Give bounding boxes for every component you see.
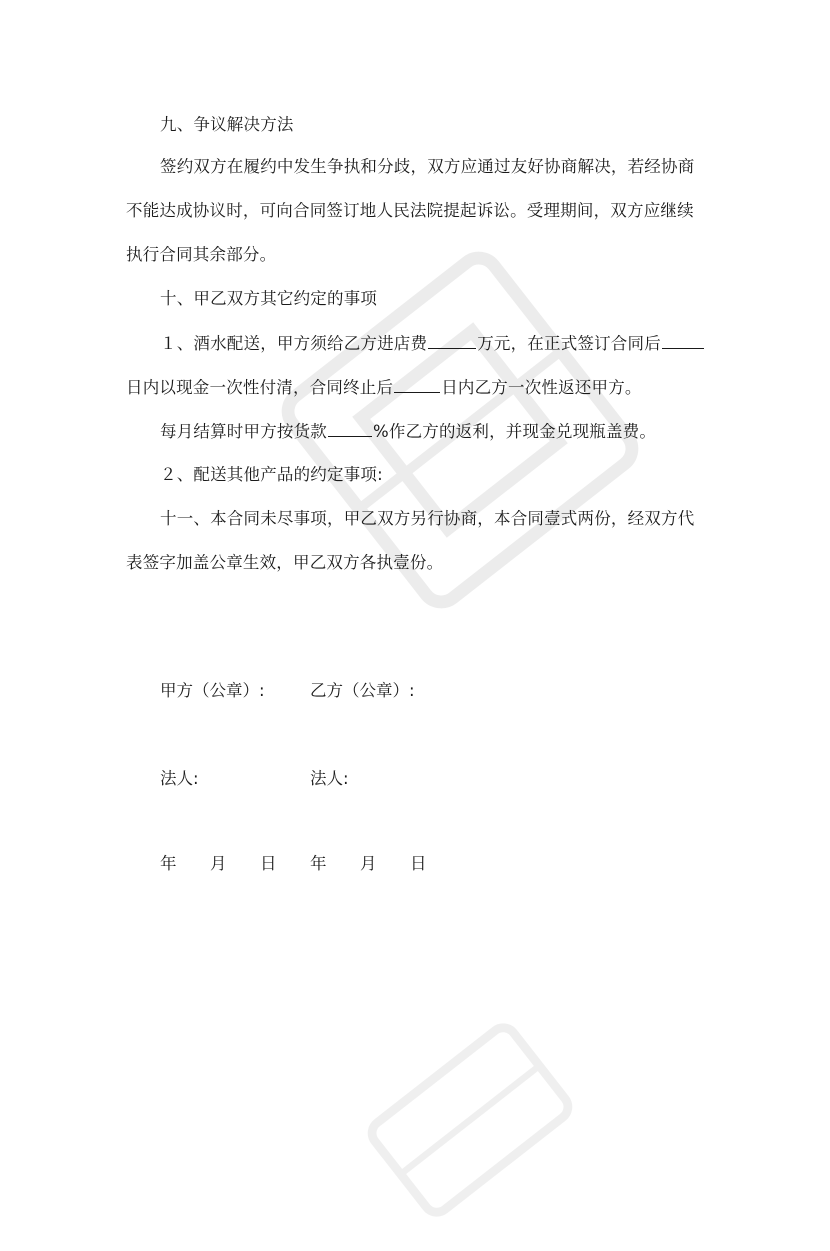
section-11-line-1: 十一、本合同未尽事项，甲乙双方另行协商，本合同壹式两份，经双方代 bbox=[160, 509, 695, 528]
item-1-text-a: １、酒水配送，甲方须给乙方进店费 bbox=[160, 334, 428, 353]
party-a-date-month: 月 bbox=[210, 854, 227, 873]
party-a-legal-label: 法人: bbox=[160, 769, 199, 788]
party-a-date-day: 日 bbox=[260, 854, 277, 873]
party-a-date-year: 年 bbox=[160, 854, 177, 873]
party-b-seal-label: 乙方（公章）: bbox=[310, 681, 415, 700]
section-9-paragraph-line-1: 签约双方在履约中发生争执和分歧，双方应通过友好协商解决，若经协商 bbox=[160, 157, 695, 176]
entrance-fee-blank[interactable] bbox=[428, 332, 476, 349]
party-b-date-month: 月 bbox=[360, 854, 377, 873]
item-1-line-2-text-b: 日内乙方一次性返还甲方。 bbox=[441, 378, 642, 397]
section-9-paragraph-line-2: 不能达成协议时，可向合同签订地人民法院提起诉讼。受理期间，双方应继续 bbox=[126, 201, 694, 220]
item-1-line-1 bbox=[160, 332, 705, 355]
monthly-settlement-line bbox=[160, 420, 656, 443]
watermark-logo-bottom bbox=[334, 989, 606, 1251]
party-b-date-year: 年 bbox=[310, 854, 327, 873]
rebate-percent-blank[interactable] bbox=[328, 420, 372, 437]
party-a-seal-label: 甲方（公章）: bbox=[160, 681, 265, 700]
section-10-heading: 十、甲乙双方其它约定的事项 bbox=[160, 289, 378, 308]
payment-days-blank[interactable] bbox=[662, 332, 704, 349]
item-1-line-2 bbox=[126, 376, 642, 399]
party-b-date-day: 日 bbox=[410, 854, 427, 873]
section-9-heading: 九、争议解决方法 bbox=[160, 115, 294, 134]
item-1-line-2-text-a: 日内以现金一次性付清，合同终止后 bbox=[126, 378, 394, 397]
section-9-paragraph-line-3: 执行合同其余部分。 bbox=[126, 245, 277, 264]
item-1-text-b: 万元，在正式签订合同后 bbox=[477, 334, 661, 353]
item-2-line: ２、配送其他产品的约定事项: bbox=[160, 465, 383, 484]
refund-days-blank[interactable] bbox=[394, 376, 440, 393]
monthly-text-a: 每月结算时甲方按货款 bbox=[160, 422, 327, 441]
section-11-line-2: 表签字加盖公章生效，甲乙双方各执壹份。 bbox=[126, 553, 444, 572]
monthly-text-b: %作乙方的返利，并现金兑现瓶盖费。 bbox=[373, 422, 657, 441]
party-b-legal-label: 法人: bbox=[310, 769, 349, 788]
